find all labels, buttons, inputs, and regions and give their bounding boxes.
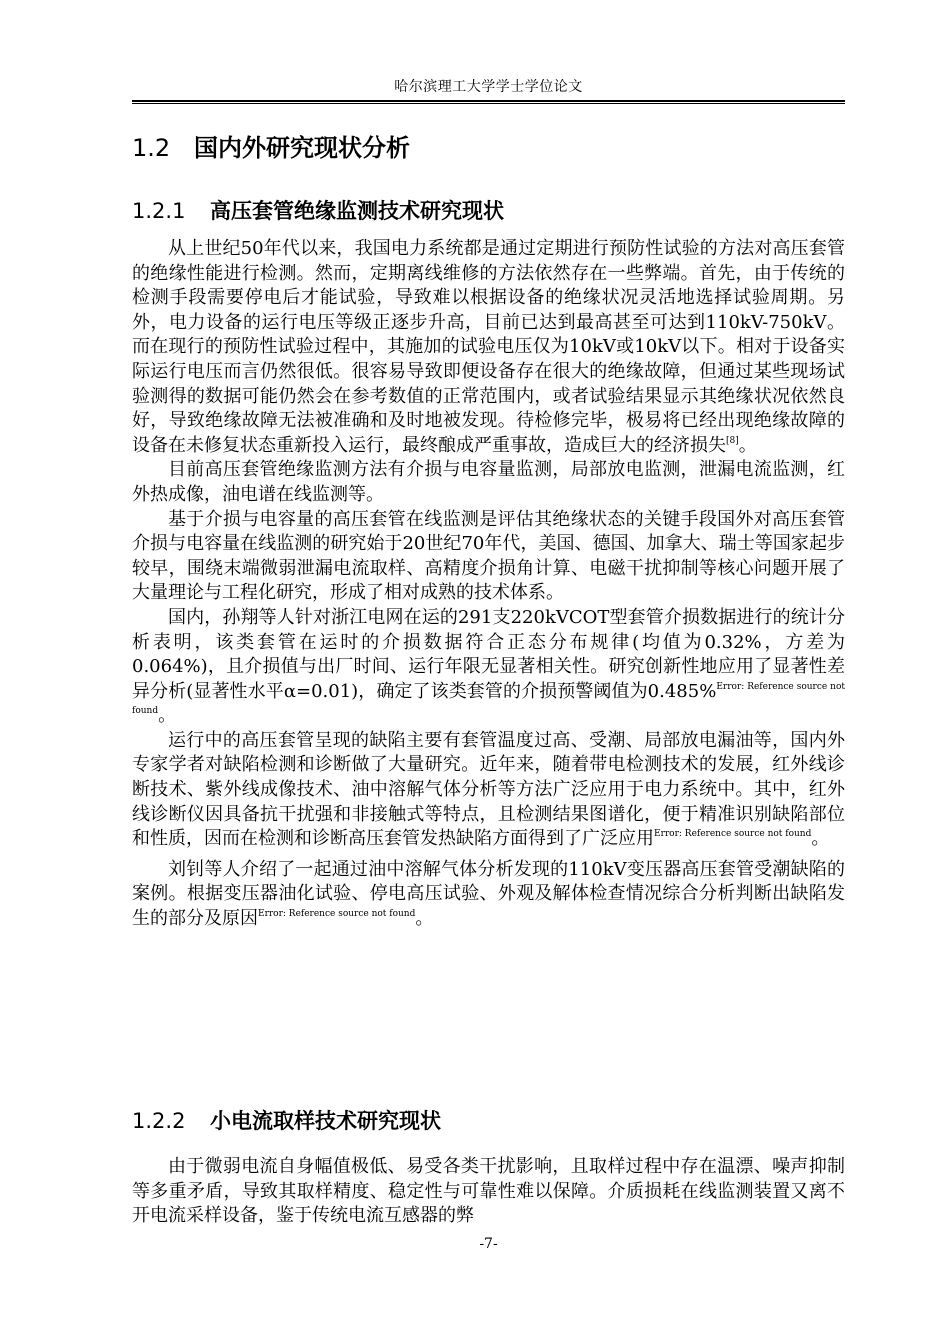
paragraph-text: 刘钊等人介绍了一起通过油中溶解气体分析发现的110kV变压器高压套管受潮缺陷的案例。根据变压器油化试验、停电高压试验、外观及解体检查情况综合分析判断出缺陷发生的部分及原因 — [132, 858, 845, 930]
paragraph-text: 运行中的高压套管呈现的缺陷主要有套管温度过高、受潮、局部放电漏油等，国内外专家学者对缺陷检测和诊断做了大量研究。近年来，随着带电检测技术的发展，红外线诊断技术、紫外线成像技术、油中溶解气体分析等方法广泛应用于电力系统中。其中，红外线诊断仪因具备抗干扰强和非接触式等特点，且检测结果图谱化，便于精准识别缺陷部位和性质，因而在检测和诊断高压套管发热缺陷方面得到了广泛应用 — [132, 729, 845, 850]
paragraph — [132, 729, 845, 852]
paragraph: 目前高压套管绝缘监测方法有介损与电容量监测，局部放电监测，泄漏电流监测，红外热成像，油电谱在线监测等。 — [132, 459, 845, 505]
subsection-title: 小电流取样技术研究现状 — [210, 1109, 441, 1133]
header-rule — [132, 100, 845, 104]
paragraph-text: 国内，孙翔等人针对浙江电网在运的291支220kVCOT型套管介损数据进行的统计分析表明，该类套管在运时的介损数据符合正态分布规律(均值为0.32%，方差为0.064%)，且介损值与出厂时间、运行年限无显著相关性。研究创新性地应用了显著性差异分析(显著性水平α=0.01)，确定了该类套管的介损预警阈值为0.485% — [132, 606, 845, 702]
section-heading — [132, 130, 410, 166]
subsection-body-1 — [132, 237, 845, 932]
subsection-title: 高压套管绝缘监测技术研究现状 — [210, 199, 504, 223]
section-title: 国内外研究现状分析 — [194, 134, 410, 162]
paragraph-end: 。 — [738, 434, 757, 456]
page-number: -7- — [479, 1236, 498, 1252]
subsection-heading-1 — [132, 195, 504, 227]
paragraph-text: 从上世纪50年代以来，我国电力系统都是通过定期进行预防性试验的方法对高压套管的绝缘性能进行检测。然而，定期离线维修的方法依然存在一些弊端。首先，由于传统的检测手段需要停电后才能试验，导致难以根据设备的绝缘状况灵活地选择试验周期。另外，电力设备的运行电压等级正逐步升高，目前已达到最高甚至可达到110kV-750kV。而在现行的预防性试验过程中，其施加的试验电压仅为10kV或10kV以下。相对于设备实际运行电压而言仍然很低。很容易导致即便设备存在很大的绝缘故障，但通过某些现场试验测得的数据可能仍然会在参考数值的正常范围内，或者试验结果显示其绝缘状况依然良好，导致绝缘故障无法被准确和及时地被发现。待检修完毕，极易将已经出现绝缘故障的设备在未修复状态重新投入运行，最终酿成严重事故，造成巨大的经济损失 — [132, 238, 845, 456]
paragraph-end: 。 — [811, 828, 830, 850]
section-number: 1.2 — [132, 134, 171, 162]
paragraph — [132, 237, 845, 458]
subsection-heading-2 — [132, 1105, 441, 1137]
citation: Error: Reference source not found — [258, 909, 416, 920]
subsection-body-2 — [132, 1155, 845, 1229]
paragraph-end: 。 — [415, 908, 434, 930]
citation: Error: Reference source not found — [132, 681, 845, 717]
paragraph-end: 。 — [158, 705, 177, 727]
subsection-number: 1.2.1 — [132, 199, 186, 223]
running-header: 哈尔滨理工大学学士学位论文 — [394, 79, 583, 95]
paragraph — [132, 606, 845, 729]
citation: Error: Reference source not found — [654, 829, 812, 840]
subsection-number: 1.2.2 — [132, 1109, 186, 1133]
paragraph — [132, 858, 845, 932]
citation: [8] — [726, 435, 739, 446]
paragraph: 由于微弱电流自身幅值极低、易受各类干扰影响，且取样过程中存在温漂、噪声抑制等多重矛盾，导致其取样精度、稳定性与可靠性难以保障。介质损耗在线监测装置又离不开电流采样设备，鉴于传统电流互感器的弊 — [132, 1156, 845, 1227]
paragraph: 基于介损与电容量的高压套管在线监测是评估其绝缘状态的关键手段国外对高压套管介损与电容量在线监测的研究始于20世纪70年代，美国、德国、加拿大、瑞士等国家起步较早，围绕末端微弱泄漏电流取样、高精度介损角计算、电磁干扰抑制等核心问题开展了大量理论与工程化研究，形成了相对成熟的技术体系。 — [132, 508, 845, 604]
